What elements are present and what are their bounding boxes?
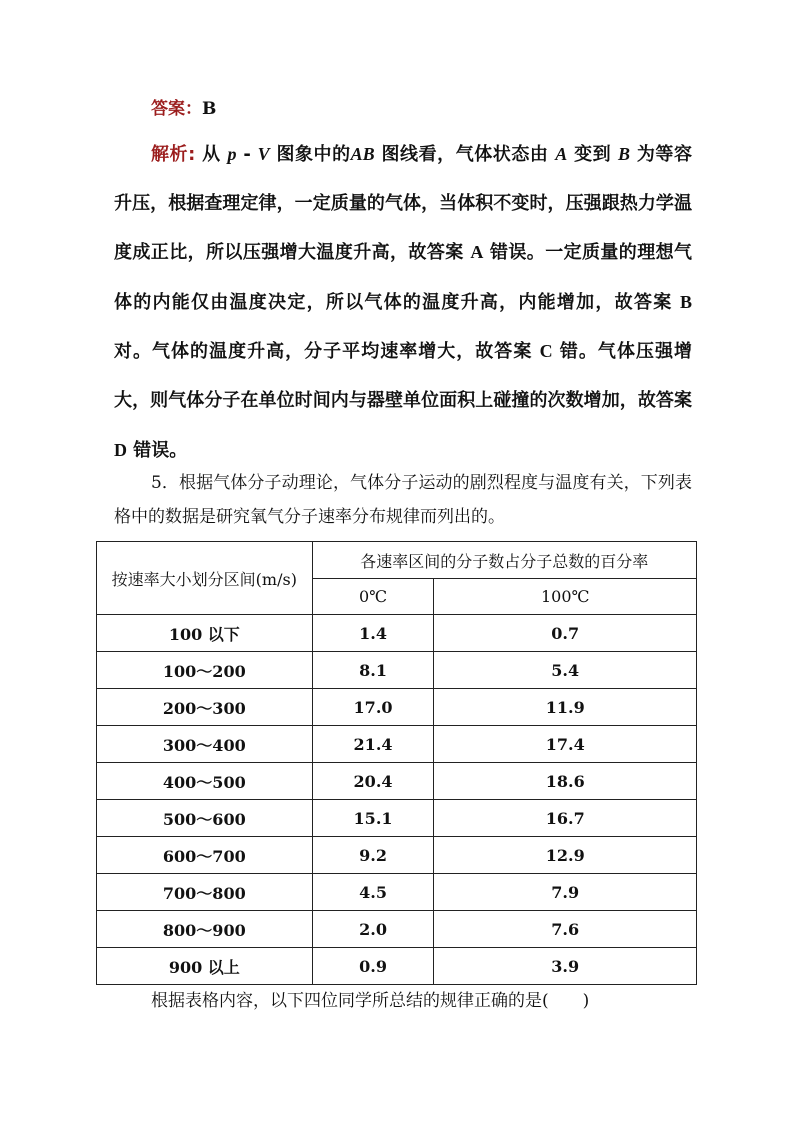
table-row [97, 800, 697, 837]
cell-100c: 0.7 [434, 615, 697, 652]
analysis-text-2: 图象中的 [269, 144, 351, 165]
analysis-text-8: 错。气体压强增大，则气体分子在单位时间内与器壁单位面积上碰撞的次数增加，故答案 [114, 341, 692, 411]
option-a: A [470, 242, 484, 263]
analysis-text-9: 错误。 [127, 439, 188, 461]
cell-range: 300～400 [97, 726, 313, 763]
analysis-text-5: 为等容升压，根据查理定律，一定质量的气体，当体积不变时，压强跟热力学温度成正比，所以压强增大温度升高，故答案 [114, 144, 692, 264]
cell-range: 400～500 [97, 763, 313, 800]
table-row [97, 615, 697, 652]
cell-range: 100～200 [97, 652, 313, 689]
table-row [97, 726, 697, 763]
analysis-text-6: 错误。一定质量的理想气体的内能仅由温度决定，所以气体的温度升高，内能增加，故答案 [114, 242, 693, 313]
cell-range: 600～700 [97, 837, 313, 874]
analysis-text-4: 变到 [567, 144, 619, 165]
table-row [97, 763, 697, 800]
option-b: B [679, 291, 692, 312]
cell-100c: 18.6 [434, 763, 697, 800]
table-row [97, 837, 697, 874]
cell-0c: 17.0 [312, 689, 434, 726]
analysis-text-1: 从 [195, 144, 228, 165]
symbol-a: A [555, 144, 568, 164]
question-text: 5．根据气体分子动理论，气体分子运动的剧烈程度与温度有关，下列表格中的数据是研究氧气分子速率分布规律而列出的。 [114, 473, 692, 527]
symbol-dash: - [236, 144, 258, 165]
symbol-v: V [257, 144, 270, 164]
table-row [97, 948, 697, 985]
header-speed-range: 按速率大小划分区间(m/s) [97, 542, 313, 615]
cell-100c: 7.9 [434, 874, 697, 911]
cell-0c: 15.1 [312, 800, 434, 837]
cell-0c: 9.2 [312, 837, 434, 874]
cell-0c: 0.9 [312, 948, 434, 985]
cell-range: 500～600 [97, 800, 313, 837]
cell-0c: 1.4 [312, 615, 434, 652]
cell-0c: 4.5 [312, 874, 434, 911]
cell-range: 900 以上 [97, 948, 313, 985]
table-row [97, 874, 697, 911]
cell-range: 200～300 [97, 689, 313, 726]
analysis-text-7: 对。气体的温度升高，分子平均速率增大，故答案 [114, 341, 540, 363]
header-percentage-group: 各速率区间的分子数占分子总数的百分率 [312, 542, 696, 579]
cell-range: 700～800 [97, 874, 313, 911]
cell-0c: 2.0 [312, 911, 434, 948]
header-0c: 0℃ [312, 579, 434, 615]
symbol-ab: AB [350, 144, 375, 164]
table-row [97, 689, 697, 726]
analysis-paragraph [114, 130, 692, 475]
cell-range: 800～900 [97, 911, 313, 948]
speed-distribution-table [96, 541, 697, 985]
cell-range: 100 以下 [97, 615, 313, 652]
cell-100c: 5.4 [434, 652, 697, 689]
cell-100c: 16.7 [434, 800, 697, 837]
table-row [97, 911, 697, 948]
answer-label: 答案： [151, 99, 202, 119]
cell-100c: 7.6 [434, 911, 697, 948]
answer-line [151, 96, 216, 122]
symbol-b: B [618, 144, 631, 164]
table-header-row [97, 542, 697, 579]
table-row [97, 652, 697, 689]
cell-100c: 3.9 [434, 948, 697, 985]
analysis-label: 解析: [151, 144, 196, 165]
cell-100c: 12.9 [434, 837, 697, 874]
analysis-text-3: 图线看，气体状态由 [374, 144, 556, 165]
follow-up-question: 根据表格内容，以下四位同学所总结的规律正确的是( ) [151, 991, 590, 1011]
answer-value: B [202, 99, 217, 119]
cell-100c: 17.4 [434, 726, 697, 763]
header-100c: 100℃ [434, 579, 697, 615]
cell-100c: 11.9 [434, 689, 697, 726]
cell-0c: 20.4 [312, 763, 434, 800]
option-c: C [539, 341, 553, 362]
cell-0c: 8.1 [312, 652, 434, 689]
option-d: D [114, 439, 127, 460]
symbol-p: p [227, 144, 237, 164]
cell-0c: 21.4 [312, 726, 434, 763]
